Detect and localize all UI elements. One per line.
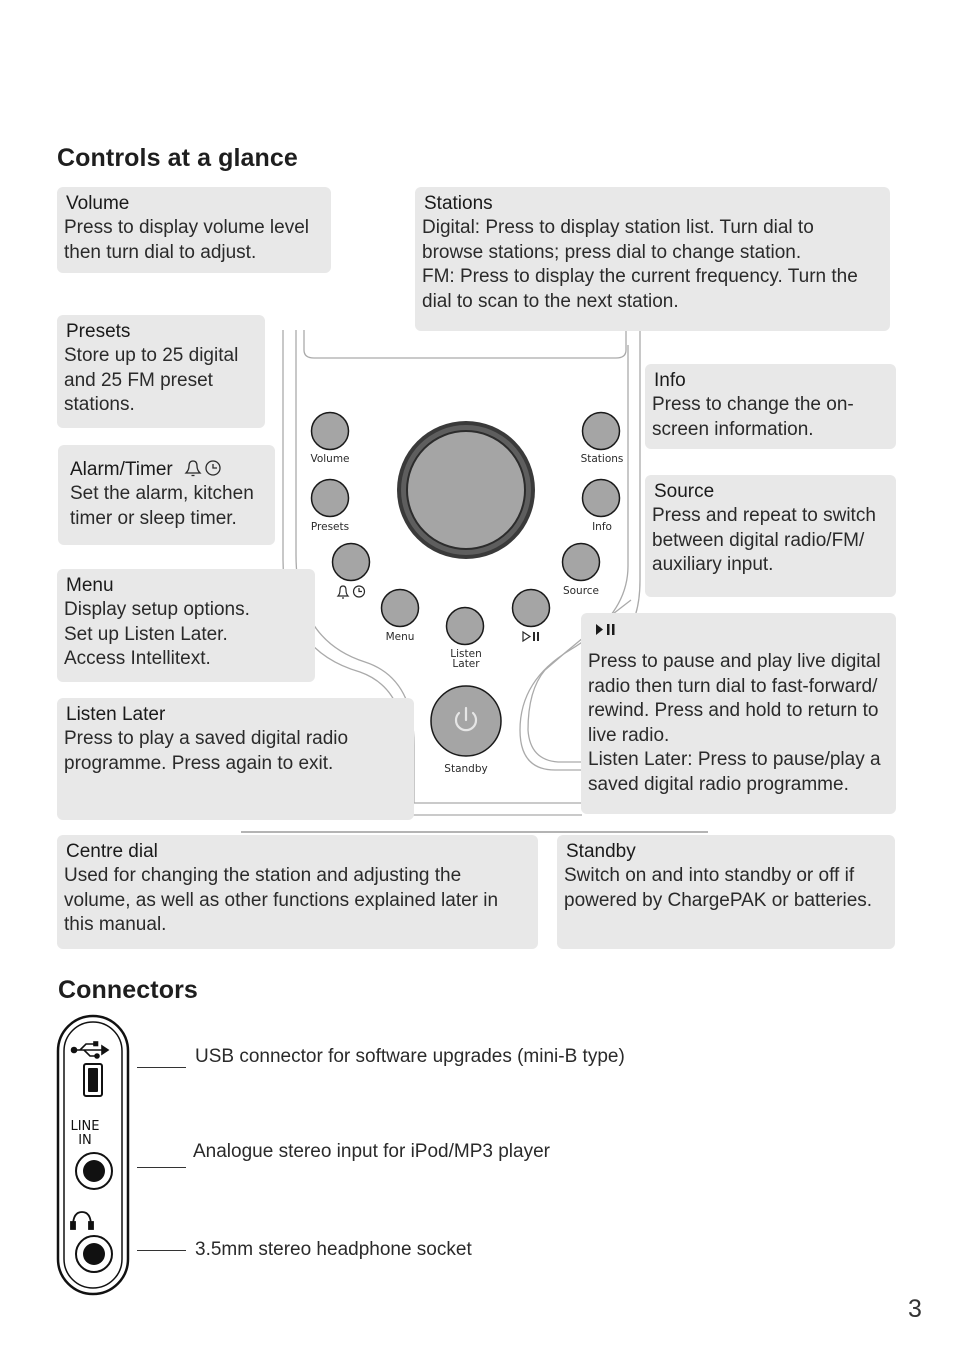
stations-text-line: browse stations; press dial to change station. xyxy=(422,241,802,263)
usb-port xyxy=(84,1064,102,1096)
connector-panel xyxy=(56,1014,132,1298)
aux-input-jack xyxy=(76,1153,112,1189)
volume-text-line: Press to display volume level xyxy=(64,217,309,238)
menu-callout xyxy=(57,569,315,682)
aux-leader-line xyxy=(137,1167,186,1168)
clock-icon xyxy=(206,461,220,475)
listen-later-callout xyxy=(57,698,414,820)
source-title: Source xyxy=(654,481,715,502)
alarm-text-line: Set the alarm, kitchen xyxy=(70,483,254,504)
stations-title: Stations xyxy=(424,193,493,214)
listen-later-text-line: Press to play a saved digital radio xyxy=(64,728,349,749)
stations-button[interactable] xyxy=(583,413,620,450)
volume-callout xyxy=(57,187,331,273)
line-in-label: LINE xyxy=(70,1119,100,1134)
device-label-source: Source xyxy=(562,585,600,597)
page-number: 3 xyxy=(908,1295,922,1323)
standby-text-line: powered by ChargePAK or batteries. xyxy=(564,889,873,911)
headphone-leader-line xyxy=(137,1250,186,1251)
device-label-info: Info xyxy=(592,521,612,533)
stations-text-line: Digital: Press to display station list. Turn dial to xyxy=(422,217,814,238)
stations-text-line: FM: Press to display the current frequency. Turn the xyxy=(422,266,858,287)
headphone-jack xyxy=(76,1236,112,1272)
presets-button[interactable] xyxy=(312,480,349,517)
bell-icon xyxy=(338,586,348,598)
info-callout xyxy=(645,364,896,449)
line-in-label-2: IN xyxy=(78,1133,92,1148)
stations-text-line: dial to scan to the next station. xyxy=(422,290,679,312)
presets-text-line: and 25 FM preset xyxy=(64,369,213,391)
menu-text-line: Display setup options. xyxy=(64,599,250,620)
device-label-listen: Listen xyxy=(450,648,482,660)
info-text-line: Press to change the on- xyxy=(652,394,854,415)
controls-heading: Controls at a glance xyxy=(57,144,298,172)
alarm-timer-callout xyxy=(58,445,275,545)
play-pause-text-line: Press to pause and play live digital xyxy=(588,651,881,672)
connectors-heading: Connectors xyxy=(58,976,198,1004)
usb-description: USB connector for software upgrades (mini-B type) xyxy=(195,1046,625,1067)
presets-text-line: Store up to 25 digital xyxy=(64,345,239,366)
play-pause-icon xyxy=(590,622,620,638)
device-label-volume: Volume xyxy=(310,453,350,465)
source-text-line: auxiliary input. xyxy=(652,554,774,575)
volume-text-line: then turn dial to adjust. xyxy=(64,241,257,263)
device-label-later: Later xyxy=(452,658,480,670)
play-pause-callout xyxy=(581,613,896,814)
centre-dial[interactable] xyxy=(397,421,535,559)
presets-text-line: stations. xyxy=(64,394,135,415)
device-label-presets: Presets xyxy=(310,521,350,533)
centre-dial-callout xyxy=(57,835,538,949)
usb-leader-line xyxy=(137,1067,186,1068)
volume-title: Volume xyxy=(66,193,130,214)
play-pause-text-line: rewind. Press and hold to return to xyxy=(588,700,879,721)
alarm-timer-button[interactable] xyxy=(333,544,370,581)
centre-dial-title: Centre dial xyxy=(66,841,158,862)
info-text-line: screen information. xyxy=(652,418,814,440)
volume-button[interactable] xyxy=(312,413,349,450)
source-button[interactable] xyxy=(563,544,600,581)
play-pause-text-line: Listen Later: Press to pause/play a xyxy=(588,749,881,770)
headphone-icon xyxy=(71,1212,93,1229)
device-label-stations: Stations xyxy=(580,453,624,465)
headphone-description: 3.5mm stereo headphone socket xyxy=(195,1239,472,1260)
source-text-line: between digital radio/FM/ xyxy=(652,529,865,551)
source-text-line: Press and repeat to switch xyxy=(652,505,876,526)
listen-later-button[interactable] xyxy=(447,608,484,645)
listen-later-text-line: programme. Press again to exit. xyxy=(64,752,334,774)
standby-callout xyxy=(557,835,895,949)
info-button[interactable] xyxy=(583,480,620,517)
presets-callout xyxy=(57,315,265,428)
standby-text-line: Switch on and into standby or off if xyxy=(564,865,855,886)
centre-dial-text-line: volume, as well as other functions explained later in xyxy=(64,889,499,911)
play-pause-text-line: live radio. xyxy=(588,724,670,746)
info-title: Info xyxy=(654,370,686,391)
stations-callout xyxy=(415,187,890,331)
play-pause-text-line: radio then turn dial to fast-forward/ xyxy=(588,675,878,697)
usb-icon xyxy=(72,1042,109,1058)
device-label-menu: Menu xyxy=(385,631,415,643)
standby-button[interactable] xyxy=(431,686,501,756)
standby-title: Standby xyxy=(566,841,636,862)
alarm-text-line: timer or sleep timer. xyxy=(70,507,237,529)
play-pause-icon xyxy=(523,632,539,641)
centre-dial-text-line: Used for changing the station and adjusting the xyxy=(64,865,462,886)
bell-icon xyxy=(186,461,200,476)
menu-title: Menu xyxy=(66,575,114,596)
centre-dial-text-line: this manual. xyxy=(64,914,167,935)
aux-description: Analogue stereo input for iPod/MP3 player xyxy=(193,1141,550,1162)
source-callout xyxy=(645,475,896,597)
listen-later-title: Listen Later xyxy=(66,704,166,725)
menu-button[interactable] xyxy=(382,590,419,627)
presets-title: Presets xyxy=(66,321,131,342)
clock-icon xyxy=(354,586,365,597)
device-label-standby: Standby xyxy=(444,763,488,775)
menu-text-line: Set up Listen Later. xyxy=(64,623,228,645)
play-pause-text-line: saved digital radio programme. xyxy=(588,773,849,795)
alarm-timer-icons xyxy=(184,459,224,477)
menu-text-line: Access Intellitext. xyxy=(64,648,211,669)
alarm-timer-title: Alarm/Timer xyxy=(70,459,173,480)
play-pause-button[interactable] xyxy=(513,590,550,627)
